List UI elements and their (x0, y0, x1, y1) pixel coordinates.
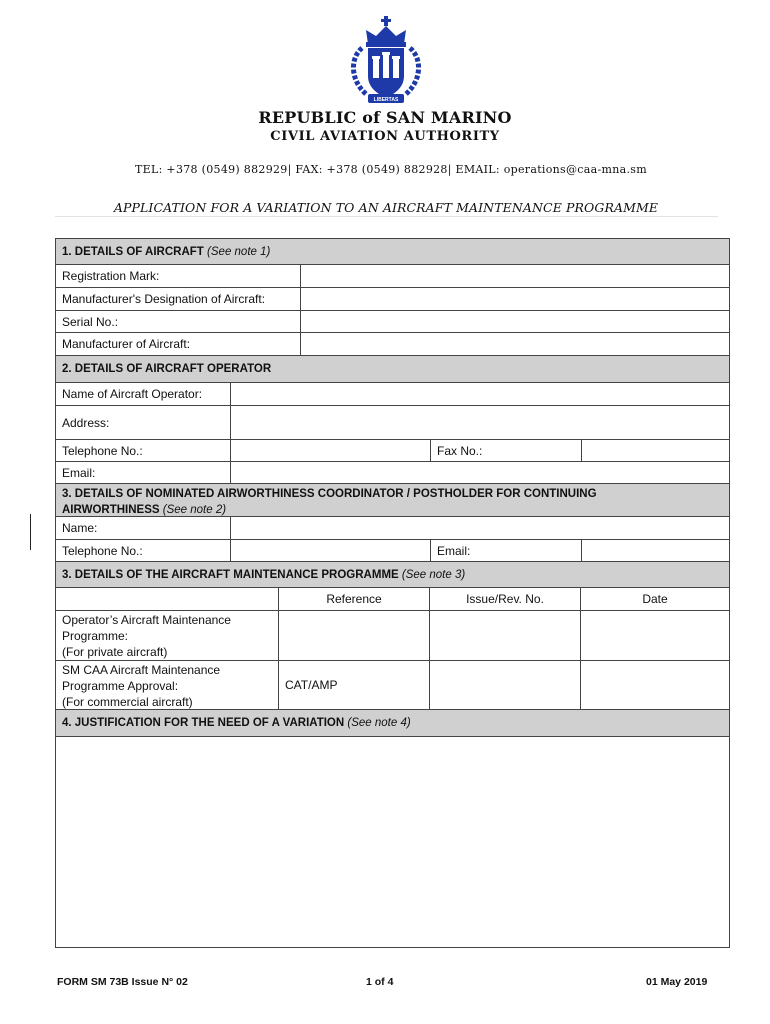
serial-no-row (56, 311, 729, 333)
operator-programme-date-field[interactable] (580, 611, 729, 660)
registration-mark-field[interactable] (300, 265, 729, 287)
manufacturer-designation-label: Manufacturer's Designation of Aircraft: (62, 292, 266, 306)
coordinator-name-row (56, 517, 729, 540)
footer-form-id: FORM SM 73B Issue N° 02 (57, 976, 188, 988)
caa-approval-issue-field[interactable] (429, 661, 580, 709)
document-title: APPLICATION FOR A VARIATION TO AN AIRCRAFT MAINTENANCE PROGRAMME (113, 200, 659, 215)
operator-email-row (56, 462, 729, 484)
programme-section-header (56, 562, 729, 588)
operator-name-field[interactable] (230, 383, 729, 405)
application-form (55, 238, 730, 948)
operator-address-row (56, 406, 729, 440)
coordinator-name-label: Name: (62, 521, 98, 535)
serial-no-label: Serial No.: (62, 314, 119, 329)
column-issue-rev: Issue/Rev. No. (429, 588, 580, 610)
operator-fax-field[interactable] (581, 440, 729, 461)
manufacturer-designation-field[interactable] (300, 288, 729, 310)
operator-email-label: Email: (62, 465, 96, 480)
manufacturer-row (56, 333, 729, 356)
operator-programme-label: Operator’s Aircraft Maintenance Programme: (62, 613, 231, 643)
caa-approval-label: SM CAA Aircraft Maintenance Programme Approval: (62, 663, 221, 693)
registration-mark-row (56, 265, 729, 288)
text-cursor (30, 514, 31, 550)
coordinator-email-label: Email: (430, 540, 581, 561)
section-2-header (56, 356, 729, 383)
section-3-note: (See note 2) (162, 504, 227, 516)
footer-date: 01 May 2019 (646, 976, 708, 988)
coordinator-telephone-label: Telephone No.: (62, 543, 143, 558)
operator-programme-row (56, 611, 729, 661)
republic-title: REPUBLIC of SAN MARINO (258, 108, 512, 127)
operator-programme-reference-field[interactable] (278, 611, 429, 660)
column-reference: Reference (278, 588, 429, 610)
coat-of-arms-emblem (344, 14, 428, 108)
programme-column-headers (56, 588, 729, 611)
column-date: Date (580, 588, 729, 610)
footer-page-number: 1 of 4 (366, 976, 394, 988)
coordinator-email-field[interactable] (581, 540, 729, 561)
caa-approval-reference-value: CAT/AMP (285, 678, 338, 692)
operator-programme-issue-field[interactable] (429, 611, 580, 660)
operator-address-field[interactable] (230, 406, 729, 439)
registration-mark-label: Registration Mark: (62, 269, 160, 283)
title-divider (55, 216, 718, 217)
operator-name-row (56, 383, 729, 406)
operator-telephone-label: Telephone No.: (62, 443, 143, 458)
contact-line: TEL: +378 (0549) 882929| FAX: +378 (0549) 882928| EMAIL: operations@caa-mna.sm (135, 163, 647, 176)
justification-field[interactable] (56, 737, 729, 947)
operator-fax-label: Fax No.: (430, 440, 581, 461)
manufacturer-designation-row (56, 288, 729, 311)
programme-section-note: (See note 3) (401, 568, 466, 581)
authority-title: CIVIL AVIATION AUTHORITY (270, 129, 500, 144)
caa-approval-reference-field[interactable] (278, 661, 429, 709)
manufacturer-label: Manufacturer of Aircraft: (62, 337, 191, 351)
caa-approval-row (56, 661, 729, 710)
operator-telephone-field[interactable] (230, 440, 430, 461)
coordinator-phone-email-row (56, 540, 729, 562)
section-2-title: 2. DETAILS OF AIRCRAFT OPERATOR (62, 363, 272, 375)
programme-section-title: 3. DETAILS OF THE AIRCRAFT MAINTENANCE PROGRAMME (62, 568, 399, 581)
coordinator-name-field[interactable] (230, 517, 729, 539)
operator-name-label: Name of Aircraft Operator: (62, 387, 203, 401)
operator-email-field[interactable] (230, 462, 729, 483)
section-1-title: 1. DETAILS OF AIRCRAFT (62, 245, 204, 258)
section-3-title: 3. DETAILS OF NOMINATED AIRWORTHINESS COORDINATOR / POSTHOLDER FOR CONTINUING AIRWORTHINESS (62, 488, 597, 516)
section-1-note: (See note 1) (207, 245, 271, 258)
caa-approval-date-field[interactable] (580, 661, 729, 709)
manufacturer-field[interactable] (300, 333, 729, 355)
section-4-note: (See note 4) (347, 717, 411, 729)
operator-address-label: Address: (62, 415, 110, 430)
operator-phone-fax-row (56, 440, 729, 462)
serial-no-field[interactable] (300, 311, 729, 332)
section-4-header (56, 710, 729, 737)
emblem-motto-text: LIBERTAS (373, 97, 399, 103)
caa-approval-sub: (For commercial aircraft) (62, 695, 193, 709)
coordinator-telephone-field[interactable] (230, 540, 430, 561)
section-1-header (56, 239, 729, 265)
section-3-header (56, 484, 729, 517)
operator-programme-sub: (For private aircraft) (62, 645, 168, 659)
section-4-title: 4. JUSTIFICATION FOR THE NEED OF A VARIATION (62, 717, 345, 729)
